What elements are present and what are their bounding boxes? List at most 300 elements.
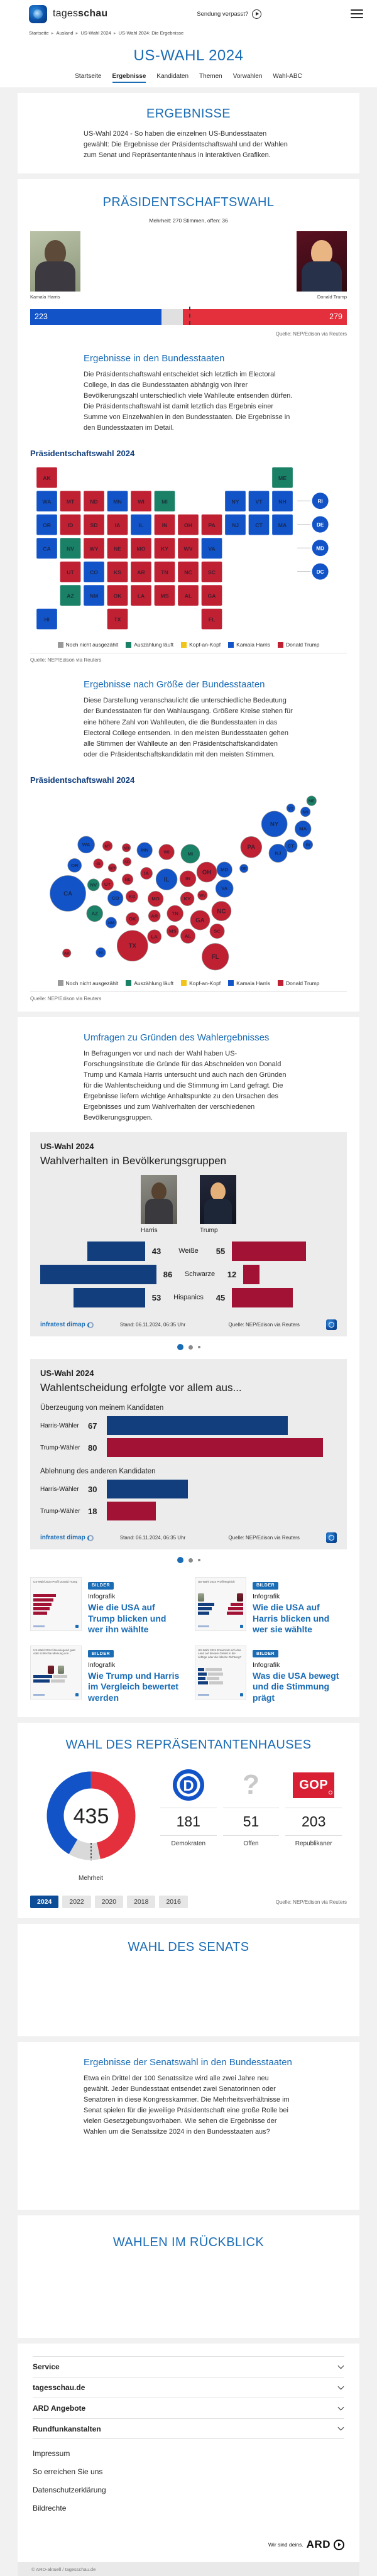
state-bubble-TX[interactable] [117,930,148,961]
accordion-label: ARD Angebote [33,2404,86,2413]
legend-item [181,641,221,648]
reason-value: 18 [88,1506,97,1516]
bilder-badge: BILDER [88,1650,114,1657]
svg-text:MS: MS [168,928,177,934]
svg-text:AR: AR [151,913,158,919]
state-bubble-IA[interactable] [141,867,153,879]
state-tile-NM[interactable] [84,585,105,606]
poll1-title: Wahlverhalten in Bevölkerungsgruppen [40,1155,227,1167]
state-bubble-MS[interactable] [167,925,178,937]
legend-label: Auszählung läuft [134,980,174,986]
state-bubble-WA[interactable] [78,836,95,853]
state-tile-OH[interactable] [178,515,199,536]
thumbnail-chart [33,1584,79,1625]
tab-vorwahlen[interactable]: Vorwahlen [232,73,263,80]
svg-text:NM: NM [108,920,114,925]
carousel-dot[interactable] [198,1559,200,1561]
state-bubble-MA[interactable] [295,821,311,837]
trump-bar [243,1265,260,1284]
legend-item [58,980,119,986]
teaser-item[interactable] [195,1577,347,1635]
carousel-dot[interactable] [198,1346,200,1348]
legend-label: Noch nicht ausgezählt [65,641,119,648]
bilder-badge: BILDER [88,1582,114,1590]
footer-accordion-service[interactable] [33,2356,344,2377]
legend-label: Donald Trump [286,980,320,986]
state-tile-ND[interactable] [84,491,105,512]
state-tile-VA[interactable] [201,538,222,559]
legend-item [126,980,173,986]
state-tile-MT[interactable] [60,491,81,512]
trump-bar [232,1242,306,1261]
teaser-title[interactable]: Wie die USA auf Harris blicken und wer sie wählte [253,1602,330,1635]
state-bubble-OH[interactable] [197,862,217,882]
state-tile-GA[interactable] [201,585,222,606]
poll1-kicker: US-Wahl 2024 [40,1142,94,1152]
poll-card-reasons [30,1359,347,1549]
state-bubble-IN[interactable] [180,871,196,887]
open-label: Offen [243,1840,259,1848]
state-tile-WA[interactable] [36,491,58,512]
state-bubble-OK[interactable] [126,912,139,925]
carousel-dot[interactable] [188,1558,193,1563]
ard-logo-icon [326,1319,337,1330]
tab-wahl-abc[interactable]: Wahl-ABC [273,73,302,80]
state-bubble-IL[interactable] [156,868,177,890]
tab-themen[interactable]: Themen [199,73,222,80]
state-callout-MD[interactable] [312,540,329,557]
state-tile-TX[interactable] [107,609,128,630]
bilder-badge: BILDER [253,1582,278,1590]
footer-accordion-ard-angebote[interactable] [33,2398,344,2418]
state-bubble-RI[interactable] [303,839,313,849]
gop-logo-icon: GOP [285,1767,342,1803]
year-button-2018[interactable]: 2018 [127,1896,155,1908]
senat-title: WAHL DES SENATS [128,1940,249,1955]
state-bubble-AZ[interactable] [87,905,103,922]
state-bubble-AK[interactable] [62,949,70,957]
state-bubble-MN[interactable] [137,843,153,858]
state-tile-ME[interactable] [272,467,293,489]
svg-text:KY: KY [183,895,191,902]
state-tile-WV[interactable] [178,538,199,559]
state-tile-KY[interactable] [154,538,175,559]
state-tile-NE[interactable] [107,538,128,559]
state-bubble-UT[interactable] [102,878,114,890]
year-button-2016[interactable]: 2016 [159,1896,187,1908]
state-tile-MO[interactable] [131,538,152,559]
poll2-kicker: US-Wahl 2024 [40,1368,94,1378]
state-tile-PA[interactable] [201,515,222,536]
demographics-row [40,1263,337,1285]
breadcrumb-item[interactable]: US-Wahl 2024 [80,30,111,36]
footer-links [18,2439,359,2513]
state-callout-DC[interactable] [312,564,329,580]
legend-label: Noch nicht ausgezählt [65,980,119,986]
breadcrumb-item[interactable]: Ausland [56,30,74,36]
state-bubble-MO[interactable] [148,891,163,907]
svg-text:LA: LA [137,592,145,599]
state-tile-HI[interactable] [36,609,58,630]
trump-name-label: Donald Trump [317,294,347,300]
majority-label: Mehrheit [79,1875,103,1882]
brand-bold: schau [78,8,108,19]
state-tile-AR[interactable] [131,562,152,583]
state-tile-NH[interactable] [272,491,293,512]
state-bubble-TN[interactable] [167,905,183,922]
harris-value: 43 [151,1246,161,1256]
tab-startseite[interactable]: Startseite [75,73,102,80]
state-tile-AZ[interactable] [60,585,81,606]
state-bubble-PA[interactable] [241,836,262,858]
harris-bar [74,1288,145,1307]
senat-chart-placeholder [18,1955,359,2036]
carousel-dots [18,1557,359,1563]
svg-text:AK: AK [43,475,51,482]
legend-label: Auszählung läuft [134,641,174,648]
svg-text:WA: WA [42,498,52,505]
state-bubble-MI[interactable] [181,844,200,863]
state-tile-UT[interactable] [60,562,81,583]
state-tile-AL[interactable] [178,585,199,606]
legend-swatch [126,642,131,648]
state-tile-NC[interactable] [178,562,199,583]
democrats-seats: 181 [160,1808,217,1836]
state-tile-LA[interactable] [131,585,152,606]
state-bubble-NV[interactable] [87,879,99,891]
praesidentschaftswahl-card [18,179,359,1012]
state-bubble-NH[interactable] [300,807,310,817]
footer-accordion-rundfunkanstalten[interactable] [33,2418,344,2439]
state-bubble-NM[interactable] [106,917,116,928]
house-source: Quelle: NEP/Edison via Reuters [275,1899,347,1905]
state-tile-SD[interactable] [84,515,105,536]
svg-text:AZ: AZ [67,592,74,599]
carousel-dots [18,1344,359,1350]
svg-text:PA: PA [208,522,216,529]
state-tile-VT[interactable] [248,491,270,512]
legend-item [278,641,319,648]
state-bubble-AR[interactable] [148,910,160,922]
svg-text:WY: WY [109,866,116,871]
state-tile-NV[interactable] [60,538,81,559]
footer-link-datenschutzerkl-rung[interactable]: Datenschutzerklärung [33,2486,106,2495]
state-bubble-GA[interactable] [190,910,210,930]
state-bubble-VA[interactable] [216,880,233,897]
svg-text:TN: TN [161,569,168,576]
page-title: US-WAHL 2024 [133,47,244,64]
kamala-harris-photo [30,231,80,292]
state-bubble-KY[interactable] [180,892,194,905]
state-bubble-LA[interactable] [148,929,161,943]
reason-value: 80 [88,1443,97,1453]
state-bubble-WY[interactable] [108,863,116,871]
state-tile-KS[interactable] [107,562,128,583]
state-tile-IN[interactable] [154,515,175,536]
svg-text:TN: TN [172,910,178,917]
svg-text:WI: WI [163,849,170,855]
legend-swatch [278,642,283,648]
svg-text:WV: WV [183,545,193,552]
open-seats: 51 [223,1808,280,1836]
svg-text:ID: ID [67,522,74,529]
infratest-dimap-logo: infratest dimap [40,1321,94,1328]
state-tile-MI[interactable] [154,491,175,512]
chevron-down-icon [337,2386,344,2390]
brand-wordmark[interactable] [53,8,107,19]
svg-text:CT: CT [255,522,263,529]
teaser-item[interactable] [30,1645,182,1704]
svg-text:CA: CA [43,545,51,552]
state-bubble-FL[interactable] [202,943,228,969]
majority-note: Mehrheit: 270 Stimmen, offen: 36 [149,217,228,224]
donald-trump-photo [297,231,347,292]
senat-results-text: Etwa ein Drittel der 100 Senatssitze wird alle zwei Jahre neu gewählt. Jeder Bundesstaat entsendet zwei Senatorinnen oder Senatoren in diese Kongresskammer. Die Mehrheitsverhältnisse im Senat spielen für die jeweilige Präsidentschaft eine große Rolle bei vielen Gesetzgebungsvorhaben. Wie sehen die Ergebnisse der Wahlen um die Senatssitze 2024 in den Bundesstaaten aus? [84,2075,290,2136]
state-tile-CO[interactable] [84,562,105,583]
state-tile-SC[interactable] [201,562,222,583]
chevron-down-icon [337,2406,344,2411]
state-bubble-NE[interactable] [122,874,133,885]
thumbnail-kicker: US-Wahl 2024 Profilvergleich [198,1580,235,1584]
svg-text:SC: SC [214,928,221,934]
svg-text:AL: AL [184,592,192,599]
bubble-legend [18,980,359,986]
thumbnail-chart [198,1659,243,1693]
svg-text:FL: FL [208,616,216,623]
svg-text:ME: ME [278,475,287,482]
state-tile-OK[interactable] [107,585,128,606]
svg-text:WA: WA [82,841,90,848]
svg-text:D: D [183,1777,194,1795]
tagesschau-logo-icon[interactable] [29,5,47,23]
majority-marker [189,307,190,325]
legend-item [228,980,270,986]
svg-text:OR: OR [70,862,79,868]
svg-text:DE: DE [316,522,324,528]
state-tile-IL[interactable] [131,515,152,536]
state-bubble-WV[interactable] [198,890,208,900]
state-bubble-KS[interactable] [126,890,138,902]
svg-text:MA: MA [278,522,287,529]
state-bubble-SC[interactable] [210,924,224,938]
state-callout-DE[interactable] [312,516,329,533]
svg-text:CT: CT [287,843,295,849]
state-bubble-AL[interactable] [180,929,195,943]
state-tile-MS[interactable] [154,585,175,606]
state-tile-WI[interactable] [131,491,152,512]
svg-text:IL: IL [138,522,144,529]
footer-accordion-tagesschau-de[interactable] [33,2377,344,2398]
svg-text:MA: MA [299,826,307,832]
site-header [0,0,377,41]
year-button-2024[interactable]: 2024 [30,1896,58,1908]
footer-link-so-erreichen-sie-uns[interactable]: So erreichen Sie uns [33,2467,103,2477]
state-bubble-CO[interactable] [107,890,123,906]
state-tile-NJ[interactable] [225,515,246,536]
state-bubble-chart[interactable] [18,791,359,974]
svg-text:MN: MN [141,847,149,853]
map-legend [18,641,359,648]
svg-text:NH: NH [278,498,287,505]
hamburger-menu-icon[interactable] [351,9,363,18]
breadcrumb [0,28,377,41]
state-tile-ID[interactable] [60,515,81,536]
house-title: WAHL DES REPRÄSENTANTENHAUSES [65,1738,312,1752]
state-bubble-OR[interactable] [68,858,82,872]
legend-item [278,980,319,986]
svg-text:GA: GA [207,592,216,599]
category-label: Hispanics [173,1294,204,1302]
state-tile-MN[interactable] [107,491,128,512]
state-bubble-ME[interactable] [307,796,317,806]
legend-swatch [228,980,234,986]
state-tile-IA[interactable] [107,515,128,536]
teaser-kicker: Infografik [253,1661,280,1669]
teaser-kicker: Infografik [253,1593,280,1601]
legend-swatch [58,642,63,648]
legend-item [228,641,270,648]
teaser-body [253,1645,347,1704]
trump-value: 12 [227,1269,237,1279]
svg-text:VA: VA [208,545,216,552]
svg-text:DC: DC [316,569,324,576]
state-bubble-ND[interactable] [122,843,130,851]
state-bubble-NY[interactable] [261,811,287,837]
state-tile-CT[interactable] [248,515,270,536]
chevron-down-icon [337,2365,344,2369]
size-heading: Ergebnisse nach Größe der Bundesstaaten [84,679,265,690]
rueckblick-title: WAHLEN IM RÜCKBLICK [112,2235,265,2250]
svg-text:CO: CO [90,569,99,576]
carousel-dot[interactable] [188,1345,193,1350]
teaser-title[interactable]: Wie die USA auf Trump blicken und wer ihn wählte [88,1602,167,1635]
teaser-kicker: Infografik [88,1661,116,1669]
svg-text:SD: SD [90,522,98,529]
poll1-harris-label: Harris [141,1227,158,1235]
teaser-title[interactable]: Wie Trump und Harris im Vergleich bewertet werden [88,1670,180,1703]
chevron-down-icon [337,2426,344,2431]
state-bubble-DE[interactable] [239,864,248,872]
legend-swatch [58,980,63,986]
state-tile-WY[interactable] [84,538,105,559]
svg-text:NJ: NJ [275,850,281,856]
state-callout-RI[interactable] [312,493,329,510]
demographics-row [40,1240,337,1262]
legend-swatch [181,642,187,648]
tab-ergebnisse[interactable]: Ergebnisse [112,73,146,83]
year-button-2022[interactable]: 2022 [62,1896,90,1908]
state-bubble-HI[interactable] [96,947,106,958]
state-results-map[interactable] [18,464,359,635]
state-tile-NY[interactable] [225,491,246,512]
svg-text:WV: WV [199,893,206,898]
state-tile-CA[interactable] [36,538,58,559]
teaser-item[interactable] [30,1577,182,1635]
svg-text:LA: LA [151,933,158,939]
state-tile-AK[interactable] [36,467,58,489]
thumbnail-footer [198,1625,243,1628]
svg-text:UT: UT [67,569,74,576]
tab-kandidaten[interactable]: Kandidaten [156,73,189,80]
breadcrumb-item[interactable]: Startseite [29,30,49,36]
state-bubble-CA[interactable] [50,875,86,911]
breadcrumb-separator: ▸ [75,30,79,36]
teaser-item[interactable] [195,1645,347,1704]
svg-text:MD: MD [316,545,324,552]
legend-swatch [181,980,187,986]
state-tile-TN[interactable] [154,562,175,583]
carousel-dot-active[interactable] [177,1344,183,1350]
poll-source: Quelle: NEP/Edison via Reuters [228,1322,300,1328]
rueckblick-card [18,2215,359,2338]
svg-text:IL: IL [163,876,170,883]
state-bubble-MT[interactable] [102,841,112,851]
democrats-logo-icon [160,1767,217,1803]
state-tile-MA[interactable] [272,515,293,536]
svg-text:MN: MN [113,498,122,505]
thumbnail-chart [198,1584,243,1625]
category-label: Weiße [178,1247,199,1255]
carousel-dot-active[interactable] [177,1557,183,1563]
brand-normal: tages [53,8,79,19]
svg-text:UT: UT [104,881,111,887]
state-bubble-SD[interactable] [123,858,131,866]
legend-item [126,641,173,648]
svg-text:NC: NC [184,569,192,576]
svg-text:ND: ND [123,846,129,851]
year-selector [30,1896,347,1908]
state-tile-OR[interactable] [36,515,58,536]
state-bubble-WI[interactable] [159,844,175,860]
umfragen-heading: Umfragen zu Gründen des Wahlergebnisses [84,1032,270,1043]
teaser-title[interactable]: Was die USA bewegt und die Stimmung prägt [253,1670,339,1703]
play-icon[interactable] [252,9,261,19]
accordion-label: Service [33,2362,60,2372]
ergebnisse-title: ERGEBNISSE [146,107,231,121]
footer-link-impressum[interactable]: Impressum [33,2449,70,2459]
state-bubble-ID[interactable] [94,858,104,868]
svg-text:ND: ND [90,498,98,505]
reason-bar [107,1480,188,1498]
svg-text:CA: CA [63,890,73,898]
breadcrumb-item[interactable]: US-Wahl 2024: Die Ergebnisse [118,30,184,36]
legend-label: Kopf-an-Kopf [189,980,221,986]
state-tile-FL[interactable] [201,609,222,630]
sendung-verpasst-link[interactable]: Sendung verpasst? [197,10,249,18]
senat-card [18,1924,359,2036]
svg-text:GA: GA [195,917,205,924]
ard-brand-line [18,2522,359,2562]
thumbnail-footer [198,1693,243,1696]
svg-text:AL: AL [184,933,192,939]
svg-text:NV: NV [67,545,75,552]
svg-text:NM: NM [89,592,99,599]
ard-circle-icon [334,2540,344,2550]
svg-text:AZ: AZ [91,910,98,917]
svg-text:NY: NY [231,498,239,505]
state-bubble-MD[interactable] [217,862,232,878]
svg-text:MS: MS [160,592,169,599]
state-bubble-NC[interactable] [212,901,231,920]
year-button-2020[interactable]: 2020 [95,1896,123,1908]
voter-label: Trump-Wähler [40,1444,80,1451]
umfragen-text: In Befragungen vor und nach der Wahl haben US-Forschungsinstitute die Gründe für das Abschneiden von Donald Trump und Kamala Harris untersucht und auch nach den Gründen für die Wahlentscheidung und die Stimmung im Land gefragt. Die Ergebnisse liefern wichtige Anhaltspunkte zu den Ursachen des Ergebnisses und zum Wahlverhalten der verschiedenen Bevölkerungsgruppen. [84,1049,287,1122]
footer-link-bildrechte[interactable]: Bildrechte [33,2504,67,2513]
svg-text:NH: NH [302,810,309,815]
state-bubble-NJ[interactable] [269,844,287,862]
state-bubble-VT[interactable] [287,804,295,812]
legend-swatch [278,980,283,986]
